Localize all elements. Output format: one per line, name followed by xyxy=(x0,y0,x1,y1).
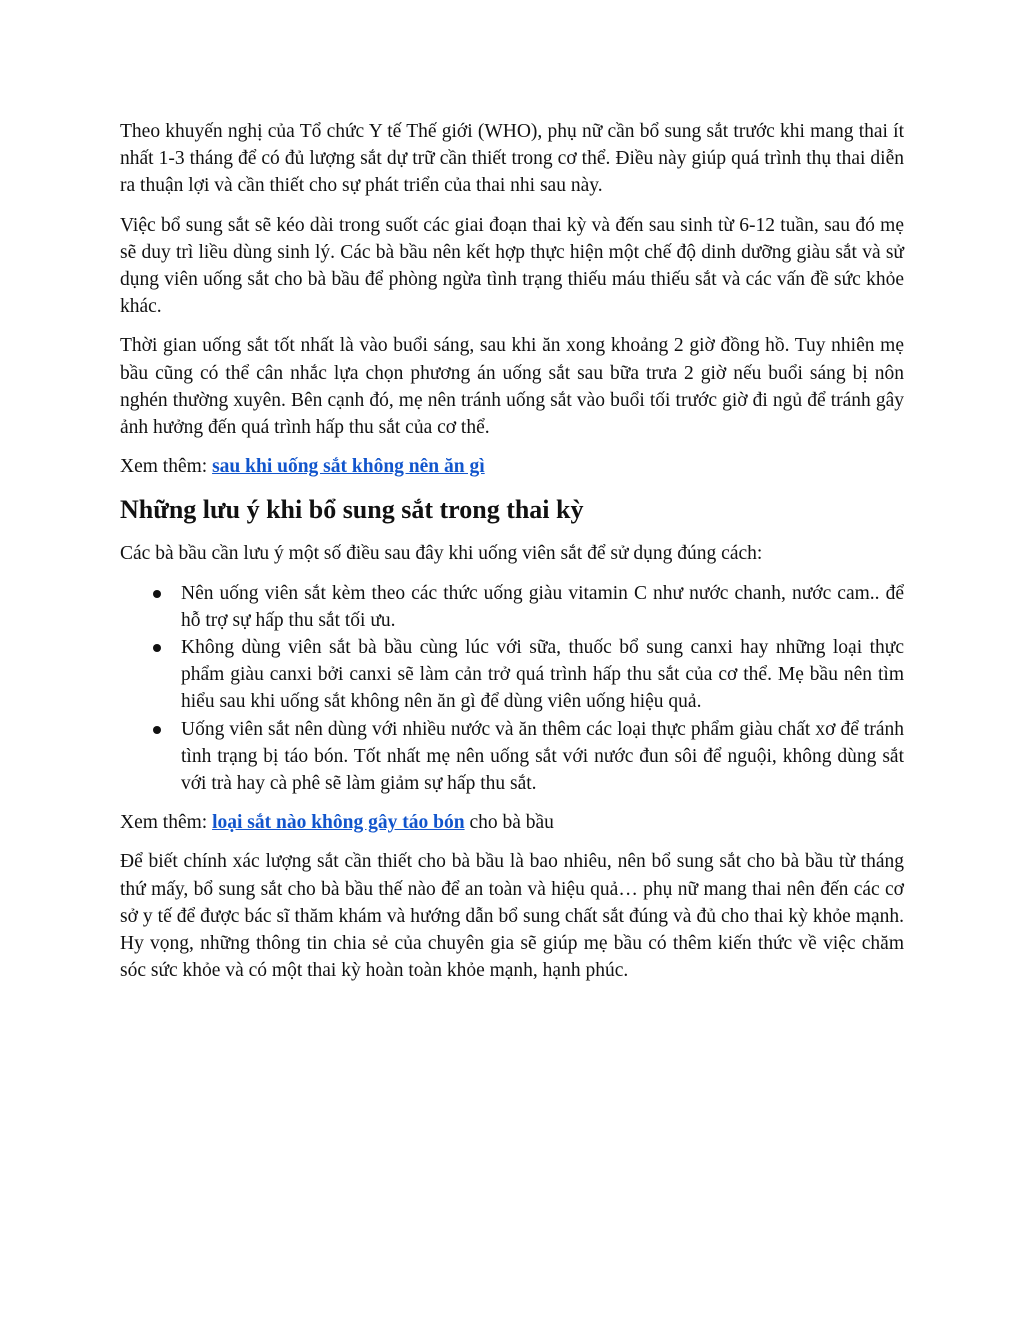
see-more-prefix: Xem thêm: xyxy=(120,812,213,834)
list-item-text: Không dùng viên sắt bà bầu cùng lúc với sữa, thuốc bổ sung canxi hay những loại thực phẩm giàu canxi bởi canxi sẽ làm cản trở quá trình hấp thu sắt của cơ thể. Mẹ bầu nên tìm hiểu sau khi uống sắt không nên ăn gì để dùng viên uống hiệu quả. xyxy=(181,637,904,713)
paragraph-supplement-duration: Việc bổ sung sắt sẽ kéo dài trong suốt các giai đoạn thai kỳ và đến sau sinh từ 6-12 tuần, sau đó mẹ sẽ duy trì liều dùng sinh lý. Các bà bầu nên kết hợp thực hiện một chế độ dinh dưỡng giàu sắt và sử dụng viên uống sắt cho bà bầu để phòng ngừa tình trạng thiếu máu thiếu sắt và các vấn đề sức khỏe khác. xyxy=(120,214,904,318)
list-item xyxy=(120,716,904,798)
see-more-line-1 xyxy=(120,453,904,480)
bullet-icon xyxy=(153,726,161,734)
paragraph-closing: Để biết chính xác lượng sắt cần thiết cho bà bầu là bao nhiêu, nên bổ sung sắt cho bà bầu từ tháng thứ mấy, bổ sung sắt cho bà bầu thế nào để an toàn và hiệu quả… phụ nữ mang thai nên đến các cơ sở y tế để được bác sĩ thăm khám và hướng dẫn bổ sung chất sắt đúng và đủ cho thai kỳ khỏe mạnh. Hy vọng, những thông tin chia sẻ của chuyên gia sẽ giúp mẹ bầu có thêm kiến thức về việc chăm sóc sức khỏe và có một thai kỳ hoàn toàn khỏe mạnh, hạnh phúc. xyxy=(120,851,904,982)
link-iron-no-constipation[interactable]: loại sắt nào không gây táo bón xyxy=(212,812,465,834)
see-more-suffix: cho bà bầu xyxy=(464,812,554,834)
paragraph-best-time: Thời gian uống sắt tốt nhất là vào buổi sáng, sau khi ăn xong khoảng 2 giờ đồng hồ. Tuy nhiên mẹ bầu cũng có thể cân nhắc lựa chọn phương án uống sắt sau bữa trưa 2 giờ nếu buổi sáng bị nôn nghén thường xuyên. Bên cạnh đó, mẹ nên tránh uống sắt vào buổi tối trước giờ đi ngủ để tránh gây ảnh hưởng đến quá trình hấp thu sắt của cơ thể. xyxy=(120,335,904,439)
see-more-line-2 xyxy=(120,809,904,836)
paragraph-who-recommendation: Theo khuyến nghị của Tổ chức Y tế Thế giới (WHO), phụ nữ cần bổ sung sắt trước khi mang thai ít nhất 1-3 tháng để có đủ lượng sắt dự trữ cần thiết trong cơ thể. Điều này giúp quá trình thụ thai diễn ra thuận lợi và cần thiết cho sự phát triển của thai nhi sau này. xyxy=(120,121,904,197)
list-item xyxy=(120,580,904,634)
paragraph-intro: Các bà bầu cần lưu ý một số điều sau đây khi uống viên sắt để sử dụng đúng cách: xyxy=(120,543,763,565)
tips-list xyxy=(120,580,904,798)
list-item-text: Uống viên sắt nên dùng với nhiều nước và ăn thêm các loại thực phẩm giàu chất xơ để tránh tình trạng bị táo bón. Tốt nhất mẹ nên uống sắt với nước đun sôi để nguội, không dùng sắt với trà hay cà phê sẽ làm giảm sự hấp thu sắt. xyxy=(181,718,904,795)
list-item xyxy=(120,634,904,716)
see-more-prefix: Xem thêm: xyxy=(120,456,213,478)
list-item-text: Nên uống viên sắt kèm theo các thức uống giàu vitamin C như nước chanh, nước cam.. để hỗ trợ sự hấp thu sắt tối ưu. xyxy=(181,582,904,631)
bullet-icon xyxy=(153,644,161,652)
bullet-icon xyxy=(153,590,161,598)
link-after-iron-foods[interactable]: sau khi uống sắt không nên ăn gì xyxy=(212,456,485,478)
section-heading: Những lưu ý khi bổ sung sắt trong thai kỳ xyxy=(120,495,584,525)
